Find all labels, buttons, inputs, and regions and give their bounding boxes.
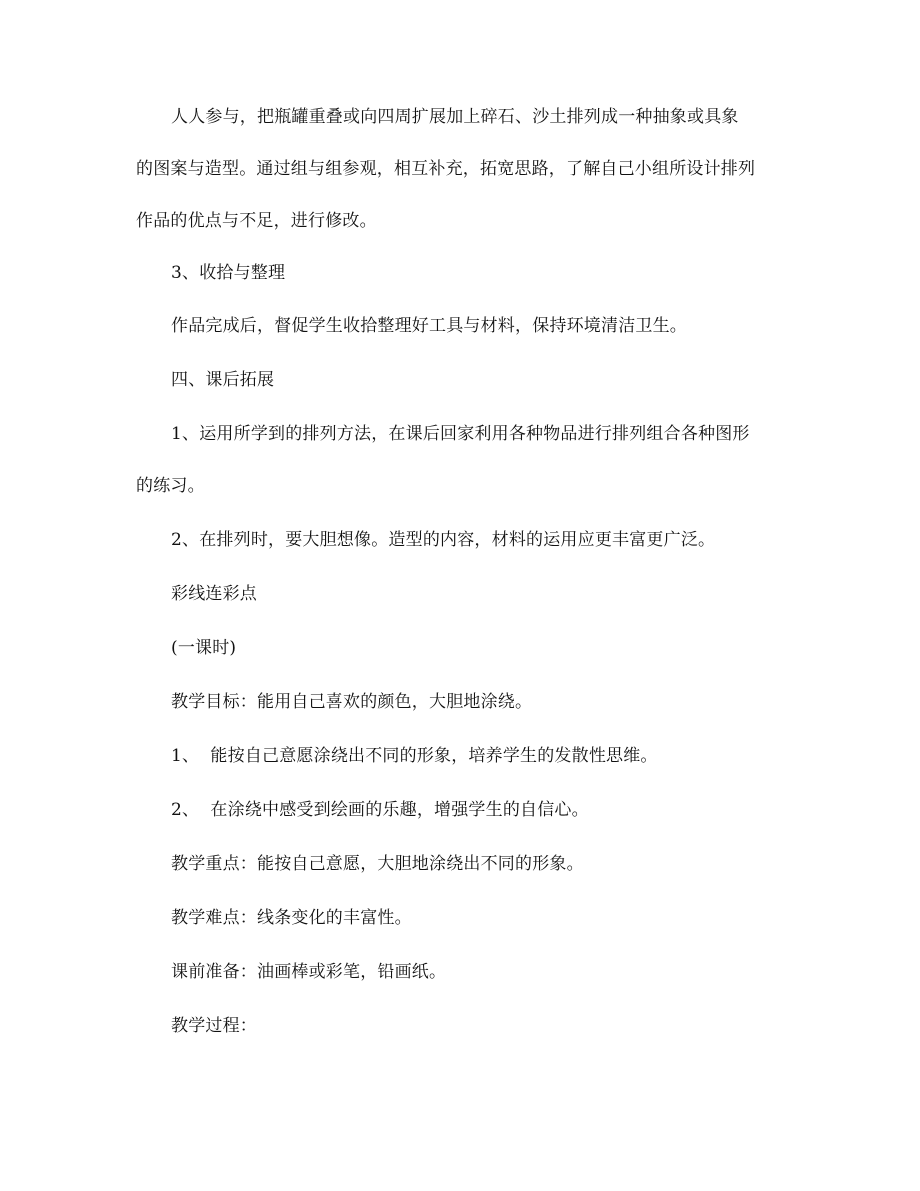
goal-item-1 (136, 743, 796, 769)
text-line: 1、运用所学到的排列方法，在课后回家利用各种物品进行排列组合各种图形 (171, 424, 750, 444)
teaching-process-heading (136, 1013, 796, 1039)
lesson-title (136, 581, 796, 607)
text-line: 四、课后拓展 (171, 370, 275, 390)
text-line: 教学难点：线条变化的丰富性。 (171, 908, 412, 928)
lesson-period (136, 635, 796, 661)
class-preparation (136, 959, 796, 985)
text-line: 教学目标：能用自己喜欢的颜色，大胆地涂绕。 (171, 692, 533, 712)
paragraph-extension-2 (136, 527, 796, 553)
text-line: 人人参与，把瓶罐重叠或向四周扩展加上碎石、沙土排列成一种抽象或具象 (171, 107, 739, 127)
text-line: 教学过程： (171, 1016, 257, 1036)
text-line: 作品完成后，督促学生收拾整理好工具与材料，保持环境清洁卫生。 (171, 316, 687, 336)
text-line: 3、收拾与整理 (171, 263, 286, 283)
text-line: 的图案与造型。通过组与组参观，相互补充，拓宽思路，了解自己小组所设计排列 (136, 159, 756, 179)
text-line: 作品的优点与不足，进行修改。 (136, 211, 377, 231)
paragraph-cleanup-body (136, 313, 796, 339)
text-line: 1、 能按自己意愿涂绕出不同的形象，培养学生的发散性思维。 (171, 746, 658, 766)
text-line: 课前准备：油画棒或彩笔，铅画纸。 (171, 962, 447, 982)
teaching-difficulty (136, 905, 796, 931)
paragraph-extension-1 (136, 421, 796, 499)
text-line: (一课时) (171, 638, 237, 658)
text-line: 2、在排列时，要大胆想像。造型的内容，材料的运用应更丰富更广泛。 (171, 530, 716, 550)
text-line: 2、 在涂绕中感受到绘画的乐趣，增强学生的自信心。 (171, 800, 589, 820)
paragraph-group-activity (136, 104, 796, 234)
text-line: 教学重点：能按自己意愿，大胆地涂绕出不同的形象。 (171, 854, 584, 874)
teaching-goal (136, 689, 796, 715)
text-line: 的练习。 (136, 476, 205, 496)
paragraph-heading-cleanup (136, 260, 796, 286)
goal-item-2 (136, 797, 796, 823)
teaching-focus (136, 851, 796, 877)
text-line: 彩线连彩点 (171, 584, 257, 604)
paragraph-heading-extension (136, 367, 796, 393)
